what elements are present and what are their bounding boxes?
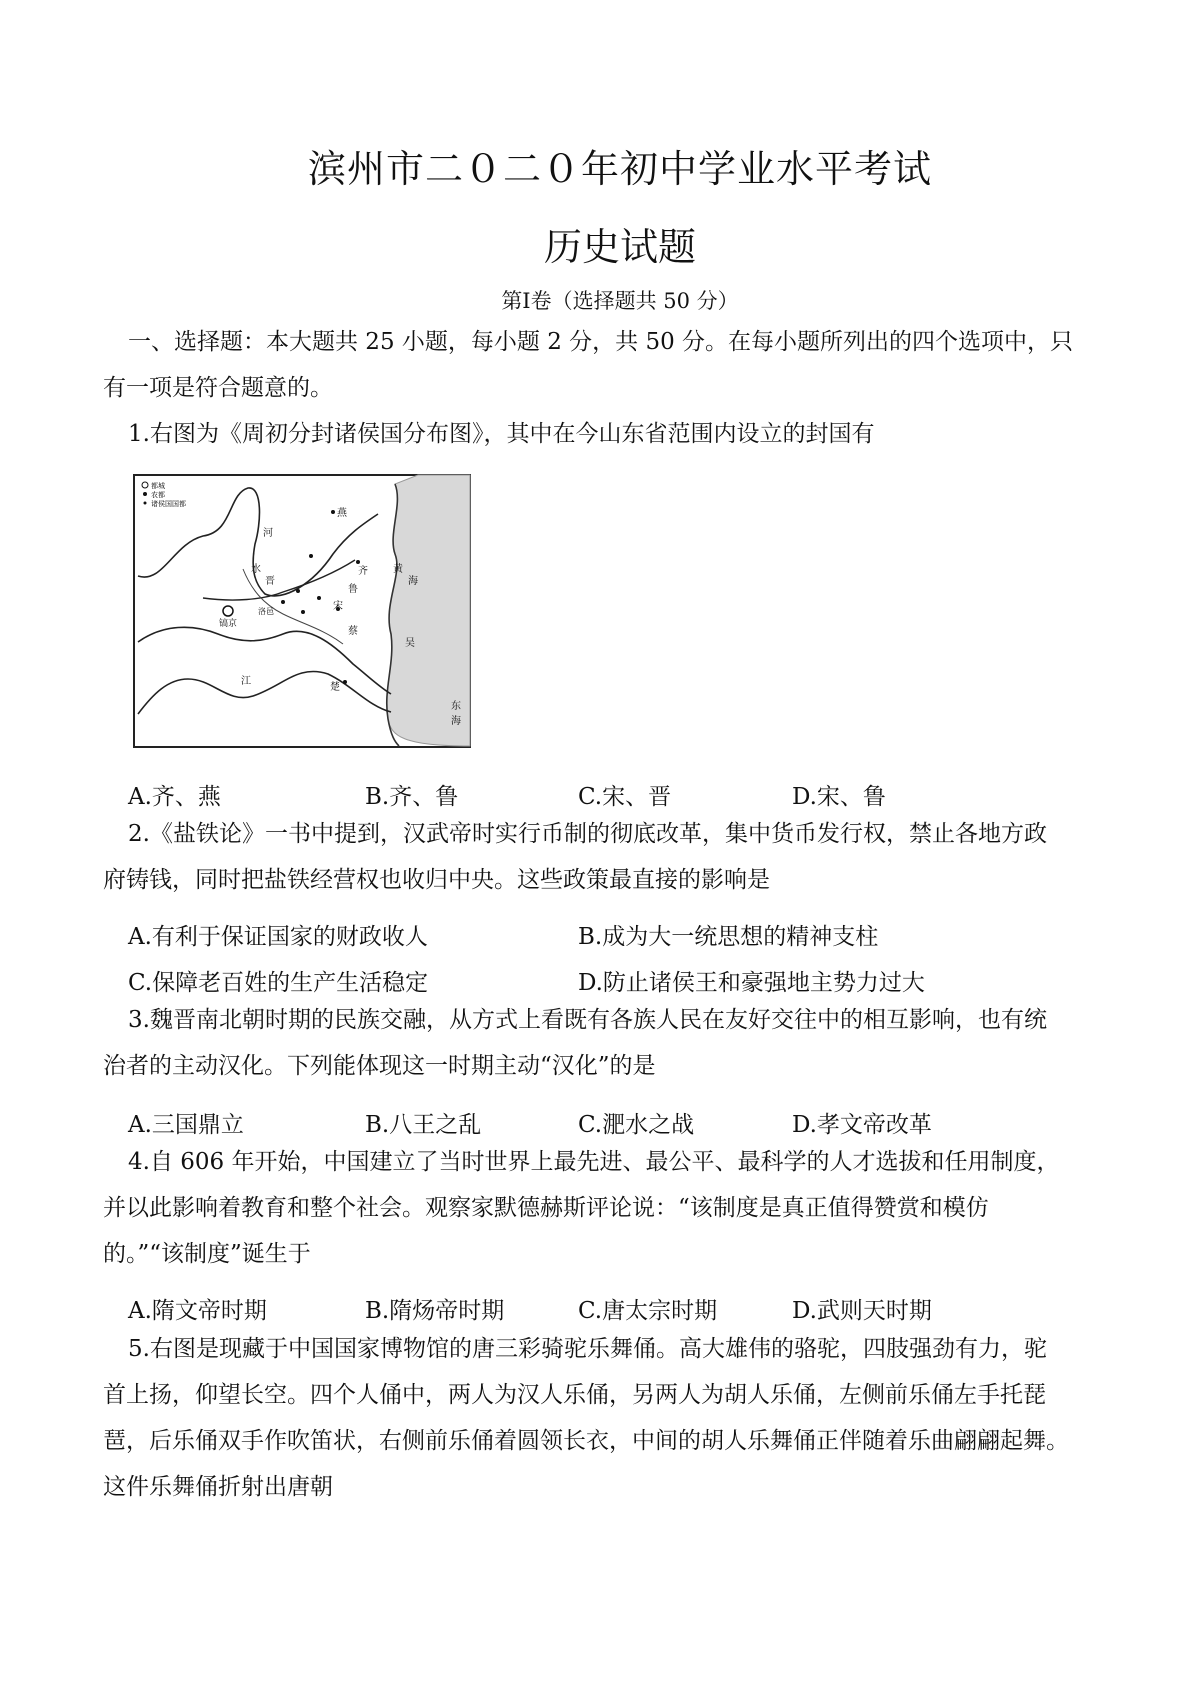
map-label-huang: 黄 [393,564,403,575]
instructions-line-2: 有一项是符合题意的。 [103,375,333,401]
map-label-hai-1: 海 [408,576,418,587]
part-heading: 第Ⅰ卷（选择题共 50 分） [501,289,739,313]
map-label-cai: 蔡 [348,626,358,637]
q3-option-c[interactable]: C.淝水之战 [578,1112,695,1138]
legend-item-2: 农都 [151,491,165,499]
question-1-stem: 1.右图为《周初分封诸侯国分布图》，其中在今山东省范围内设立的封国有 [128,421,875,447]
q4-option-d[interactable]: D.武则天时期 [792,1298,932,1324]
question-5-stem-line-1: 5.右图是现藏于中国国家博物馆的唐三彩骑驼乐舞俑。高大雄伟的骆驼，四肢强劲有力，驼 [128,1336,1047,1362]
map-label-haojing: 镐京 [219,619,238,629]
map-label-he: 河 [263,528,273,539]
state-dot [343,680,347,684]
map-label-qi: 齐 [358,566,368,577]
state-dot [296,589,300,593]
question-5-stem-line-4: 这件乐舞俑折射出唐朝 [103,1474,333,1500]
q3-option-a[interactable]: A.三国鼎立 [128,1112,244,1138]
map-label-hai-2: 海 [451,716,461,727]
question-3-stem-line-2: 治者的主动汉化。下列能体现这一时期主动“汉化”的是 [103,1053,656,1079]
q1-option-d[interactable]: D.宋、鲁 [792,784,886,810]
instructions-line-1: 一、选择题：本大题共 25 小题，每小题 2 分，共 50 分。在每小题所列出的四个选项中，只 [128,329,1074,355]
q4-option-b[interactable]: B.隋炀帝时期 [365,1298,505,1324]
question-4-stem-line-2: 并以此影响着教育和整个社会。观察家默德赫斯评论说：“该制度是真正值得赞赏和模仿 [103,1195,989,1221]
map-label-yan: 燕 [337,508,347,519]
state-dot [301,610,305,614]
legend-item-1: 都城 [151,482,165,490]
q1-option-b[interactable]: B.齐、鲁 [365,784,459,810]
state-dot [356,560,360,564]
legend-city-icon [143,492,147,496]
q2-option-a[interactable]: A.有利于保证国家的财政收人 [128,924,428,950]
q4-option-c[interactable]: C.唐太宗时期 [578,1298,718,1324]
question-2-stem-line-1: 2.《盐铁论》一书中提到，汉武帝时实行币制的彻底改革，集中货币发行权，禁止各地方政 [128,821,1047,847]
legend-item-3: 诸侯国国都 [151,500,186,508]
zhou-feudal-states-map [133,474,471,748]
state-dot [309,554,313,558]
question-2-stem-line-2: 府铸钱，同时把盐铁经营权也收归中央。这些政策最直接的影响是 [103,867,770,893]
map-label-lu: 鲁 [348,584,358,595]
q2-option-d[interactable]: D.防止诸侯王和豪强地主势力过大 [578,970,925,996]
question-3-stem-line-1: 3.魏晋南北朝时期的民族交融，从方式上看既有各族人民在友好交往中的相互影响，也有统 [128,1007,1047,1033]
map-label-jin: 晋 [265,576,275,587]
q3-option-d[interactable]: D.孝文帝改革 [792,1112,932,1138]
q3-option-b[interactable]: B.八王之乱 [365,1112,482,1138]
map-label-shui: 水 [251,564,261,575]
q1-option-a[interactable]: A.齐、燕 [128,784,221,810]
exam-title: 滨州市二０二０年初中学业水平考试 [307,147,932,191]
question-4-stem-line-3: 的。”“该制度”诞生于 [103,1241,311,1267]
map-label-dong: 东 [451,701,461,712]
q2-option-b[interactable]: B.成为大一统思想的精神支柱 [578,924,879,950]
question-5-stem-line-3: 琶，后乐俑双手作吹笛状，右侧前乐俑着圆领长衣，中间的胡人乐舞俑正伴随着乐曲翩翩起舞。 [103,1428,1069,1454]
question-4-stem-line-1: 4.自 606 年开始，中国建立了当时世界上最先进、最公平、最科学的人才选拔和任用制度， [128,1149,1060,1175]
map-label-luoyi: 洛邑 [258,607,274,616]
state-dot [281,600,285,604]
state-dot [317,596,321,600]
q4-option-a[interactable]: A.隋文帝时期 [128,1298,267,1324]
map-label-jiang: 江 [241,676,251,687]
map-label-song: 宋 [333,601,343,612]
legend-state-icon [144,502,147,505]
map-label-wu: 吴 [405,638,415,649]
state-dot [331,510,335,514]
q2-option-c[interactable]: C.保障老百姓的生产生活稳定 [128,970,429,996]
q1-option-c[interactable]: C.宋、晋 [578,784,672,810]
subject-title: 历史试题 [543,225,696,269]
map-label-chu: 楚 [330,682,340,693]
question-5-stem-line-2: 首上扬，仰望长空。四个人俑中，两人为汉人乐俑，另两人为胡人乐俑，左侧前乐俑左手托琵 [103,1382,1046,1408]
